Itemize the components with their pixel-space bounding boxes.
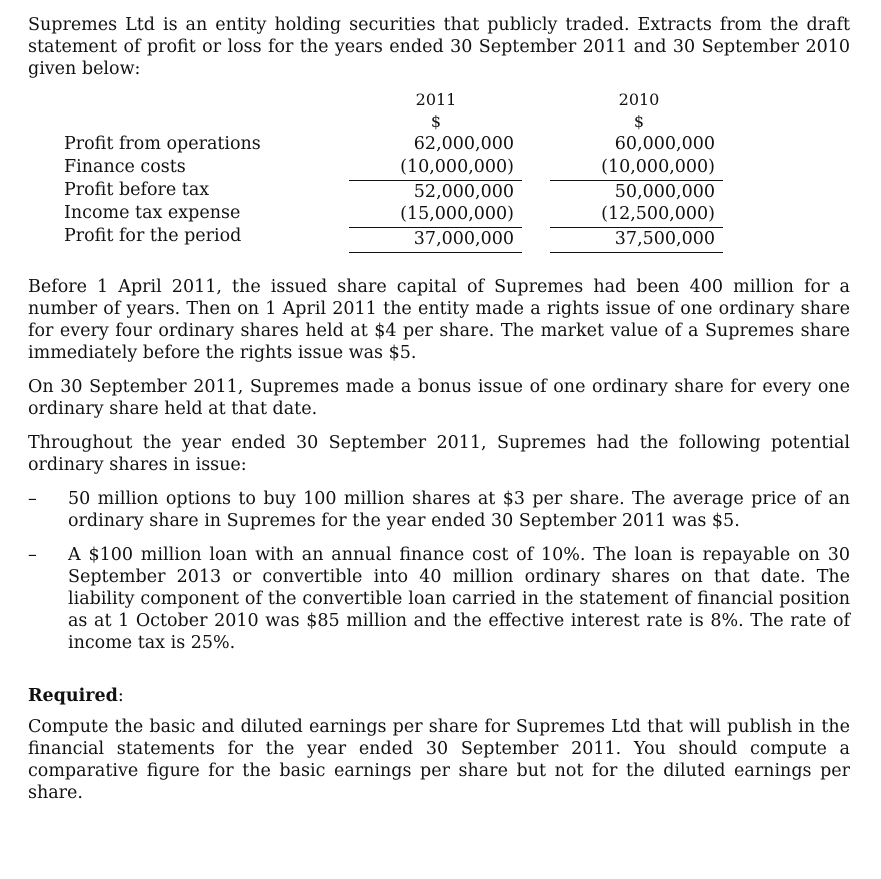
subtotal-rule-2010 [550, 180, 723, 181]
document [28, 14, 850, 804]
list-item [28, 488, 850, 532]
required-heading-text: Required [28, 686, 118, 706]
rights-issue-paragraph: Before 1 April 2011, the issued share capital of Supremes had been 400 million for a number of years. Then on 1 April 2011 the entity made a rights issue of one ordinary share for every four ordinary shares held at $4 per share. The market value of a Supremes share immediately before the rights issue was $5. [28, 277, 850, 363]
row-label: Profit before tax [64, 180, 210, 200]
profit-loss-table [28, 88, 850, 248]
currency-2010: $ [633, 112, 645, 131]
value-2011: 62,000,000 [413, 134, 514, 154]
row-label: Finance costs [64, 157, 186, 177]
potential-shares-paragraph: Throughout the year ended 30 September 2011, Supremes had the following potential ordinary shares in issue: [28, 433, 850, 475]
required-heading-colon: : [117, 686, 124, 706]
subtotal-rule-2011 [349, 180, 522, 181]
bonus-issue-paragraph: On 30 September 2011, Supremes made a bonus issue of one ordinary share for every one ordinary share held at that date. [28, 377, 850, 419]
row-label: Profit for the period [64, 226, 242, 246]
total-rule-2010 [550, 227, 723, 228]
column-header-2011: 2011 [415, 90, 457, 109]
value-2010: (10,000,000) [601, 157, 715, 177]
value-2010: 37,500,000 [614, 229, 715, 249]
list-item-text: 50 million options to buy 100 million shares at $3 per share. The average price of an ordinary share in Supremes for the year ended 30 September 2011 was $5. [68, 489, 850, 531]
bullet-dash: – [28, 489, 37, 509]
required-paragraph: Compute the basic and diluted earnings per share for Supremes Ltd that will publish in the financial statements for the year ended 30 September 2011. You should compute a comparative figure for the basic earnings per share but not for the diluted earnings per share. [28, 717, 850, 803]
final-rule-2010 [550, 252, 723, 253]
currency-2011: $ [430, 112, 442, 131]
list-item [28, 544, 850, 654]
value-2011: 37,000,000 [413, 229, 514, 249]
intro-paragraph: Supremes Ltd is an entity holding securities that publicly traded. Extracts from the draft statement of profit or loss for the years ended 30 September 2011 and 30 September 2010 given below: [28, 15, 850, 79]
bullet-dash: – [28, 545, 37, 565]
potential-shares-list [28, 488, 850, 654]
list-item-text: A $100 million loan with an annual finance cost of 10%. The loan is repayable on 30 September 2013 or convertible into 40 million ordinary shares on that date. The liability component of the convertible loan carried in the statement of financial position as at 1 October 2010 was $85 million and the effective interest rate is 8%. The rate of income tax is 25%. [68, 545, 850, 653]
value-2011: (15,000,000) [400, 204, 514, 224]
row-label: Profit from operations [64, 134, 261, 154]
final-rule-2011 [349, 252, 522, 253]
value-2010: 60,000,000 [614, 134, 715, 154]
value-2011: 52,000,000 [413, 182, 514, 202]
required-heading [28, 686, 850, 706]
column-header-2010: 2010 [618, 90, 660, 109]
total-rule-2011 [349, 227, 522, 228]
row-label: Income tax expense [64, 203, 241, 223]
value-2011: (10,000,000) [400, 157, 514, 177]
value-2010: 50,000,000 [614, 182, 715, 202]
value-2010: (12,500,000) [601, 204, 715, 224]
